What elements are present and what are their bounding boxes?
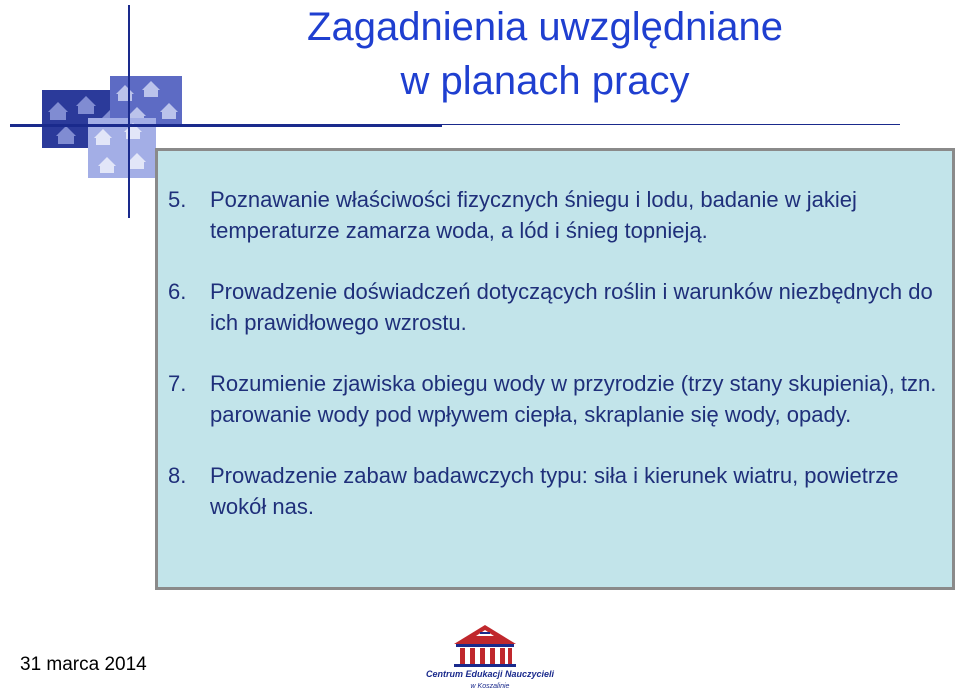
list-item-number: 8. (168, 463, 187, 488)
cen-logo-icon (450, 622, 520, 673)
list-item-text: Rozumienie zjawiska obiegu wody w przyrodzie (trzy stany skupienia), tzn. parowanie wody pod wpływem ciepła, skraplanie się wody, opady. (210, 371, 937, 427)
list-item-number: 7. (168, 371, 187, 396)
list-item-text: Prowadzenie zabaw badawczych typu: siła i kierunek wiatru, powietrze wokół nas. (210, 463, 899, 519)
list-item (168, 368, 948, 430)
slide-title (160, 0, 930, 108)
list-item (168, 276, 948, 338)
list-item (168, 460, 948, 522)
content-box (155, 148, 955, 590)
list-item-number: 5. (168, 187, 187, 212)
list-item-text: Prowadzenie doświadczeń dotyczących roślin i warunków niezbędnych do ich prawidłowego wzrostu. (210, 279, 933, 335)
footer-date: 31 marca 2014 (20, 654, 147, 675)
cen-logo (410, 622, 560, 698)
vertical-guide-line (128, 5, 130, 218)
slide-title-line-1: Zagadnienia uwzględniane (307, 5, 783, 49)
horizontal-guide-line (10, 124, 442, 127)
decor-tile-light (88, 118, 156, 178)
cen-logo-name: Centrum Edukacji Nauczycieli (425, 669, 555, 679)
list-item-text: Poznawanie właściwości fizycznych śniegu i lodu, badanie w jakiej temperaturze zamarza woda, a lód i śnieg topnieją. (210, 187, 857, 243)
slide-title-line-2: w planach pracy (400, 59, 690, 103)
horizontal-guide-line-thin (442, 124, 900, 125)
list-item-number: 6. (168, 279, 187, 304)
topic-list (168, 184, 948, 552)
cen-logo-city: w Koszalinie (470, 683, 510, 690)
list-item (168, 184, 948, 246)
